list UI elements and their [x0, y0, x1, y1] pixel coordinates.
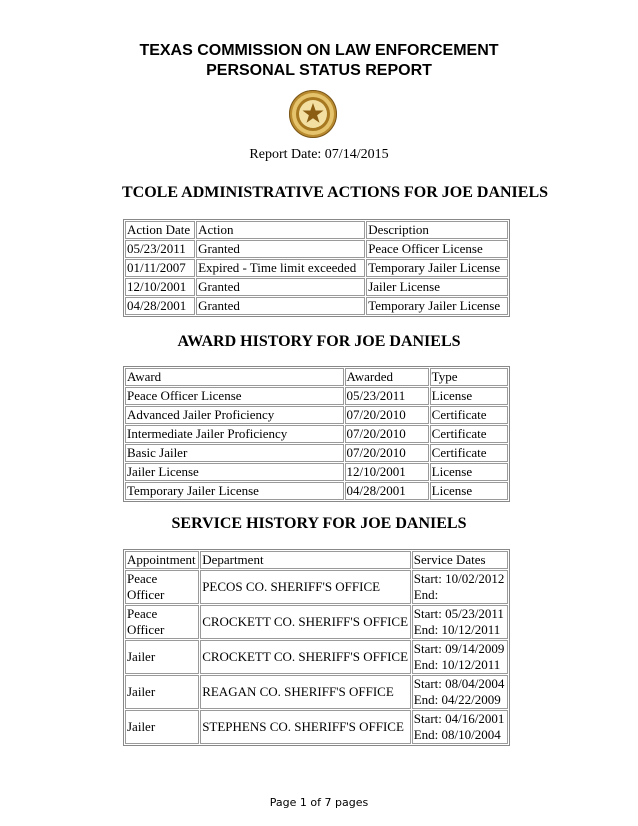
- type-cell: License: [430, 463, 508, 481]
- award-cell: Basic Jailer: [125, 444, 344, 462]
- department-cell: CROCKETT CO. SHERIFF'S OFFICE: [200, 605, 411, 639]
- department-cell: PECOS CO. SHERIFF'S OFFICE: [200, 570, 411, 604]
- service-dates-cell: [412, 570, 508, 604]
- type-cell: Certificate: [430, 406, 508, 424]
- awarded-cell: 12/10/2001: [345, 463, 429, 481]
- end-date: End: 04/22/2009: [413, 692, 501, 707]
- report-title: TEXAS COMMISSION ON LAW ENFORCEMENT: [139, 42, 499, 59]
- award-cell: Intermediate Jailer Proficiency: [125, 425, 344, 443]
- start-date: Start: 08/04/2004: [413, 676, 505, 691]
- tcole-seal-icon: [288, 89, 338, 139]
- table-header-row: [125, 551, 508, 569]
- report-subtitle: PERSONAL STATUS REPORT: [206, 62, 432, 79]
- column-header: Service Dates: [412, 551, 508, 569]
- table-row: [125, 297, 508, 315]
- action-cell: Granted: [196, 278, 365, 296]
- description-cell: Temporary Jailer License: [366, 259, 508, 277]
- appointment-cell: Jailer: [125, 710, 199, 744]
- end-date: End: 08/10/2004: [413, 727, 501, 742]
- service-history-heading: SERVICE HISTORY FOR JOE DANIELS: [171, 515, 467, 532]
- appointment-cell: Peace Officer: [125, 570, 199, 604]
- awarded-cell: 05/23/2011: [345, 387, 429, 405]
- award-history-table: [123, 366, 510, 502]
- appointment-cell: Jailer: [125, 640, 199, 674]
- table-row: [125, 570, 508, 604]
- table-row: [125, 605, 508, 639]
- start-date: Start: 04/16/2001: [413, 711, 505, 726]
- appointment-cell: Peace Officer: [125, 605, 199, 639]
- table-row: [125, 463, 508, 481]
- awarded-cell: 07/20/2010: [345, 406, 429, 424]
- action-date-cell: 12/10/2001: [125, 278, 195, 296]
- column-header: Action Date: [125, 221, 195, 239]
- end-date: End: 10/12/2011: [413, 622, 501, 637]
- column-header: Description: [366, 221, 508, 239]
- action-date-cell: 05/23/2011: [125, 240, 195, 258]
- service-dates-cell: [412, 675, 508, 709]
- action-cell: Granted: [196, 240, 365, 258]
- column-header: Type: [430, 368, 508, 386]
- description-cell: Temporary Jailer License: [366, 297, 508, 315]
- table-row: [125, 406, 508, 424]
- start-date: Start: 09/14/2009: [413, 641, 505, 656]
- page-number: Page 1 of 7 pages: [269, 796, 369, 809]
- service-dates-cell: [412, 605, 508, 639]
- table-row: [125, 675, 508, 709]
- column-header: Action: [196, 221, 365, 239]
- type-cell: Certificate: [430, 444, 508, 462]
- column-header: Awarded: [345, 368, 429, 386]
- action-cell: Expired - Time limit exceeded: [196, 259, 365, 277]
- department-cell: CROCKETT CO. SHERIFF'S OFFICE: [200, 640, 411, 674]
- column-header: Appointment: [125, 551, 199, 569]
- column-header: Award: [125, 368, 344, 386]
- award-cell: Jailer License: [125, 463, 344, 481]
- admin-actions-heading: TCOLE ADMINISTRATIVE ACTIONS FOR JOE DANIELS: [122, 184, 549, 201]
- table-row: [125, 259, 508, 277]
- award-cell: Advanced Jailer Proficiency: [125, 406, 344, 424]
- table-header-row: [125, 368, 508, 386]
- action-date-cell: 01/11/2007: [125, 259, 195, 277]
- department-cell: STEPHENS CO. SHERIFF'S OFFICE: [200, 710, 411, 744]
- award-history-heading: AWARD HISTORY FOR JOE DANIELS: [177, 333, 461, 350]
- service-dates-cell: [412, 710, 508, 744]
- action-cell: Granted: [196, 297, 365, 315]
- end-date: End: 10/12/2011: [413, 657, 501, 672]
- start-date: Start: 05/23/2011: [413, 606, 504, 621]
- awarded-cell: 07/20/2010: [345, 425, 429, 443]
- table-row: [125, 240, 508, 258]
- table-row: [125, 278, 508, 296]
- type-cell: Certificate: [430, 425, 508, 443]
- type-cell: License: [430, 387, 508, 405]
- awarded-cell: 07/20/2010: [345, 444, 429, 462]
- action-date-cell: 04/28/2001: [125, 297, 195, 315]
- service-dates-cell: [412, 640, 508, 674]
- service-history-table: [123, 549, 510, 746]
- appointment-cell: Jailer: [125, 675, 199, 709]
- table-row: [125, 444, 508, 462]
- description-cell: Peace Officer License: [366, 240, 508, 258]
- column-header: Department: [200, 551, 411, 569]
- type-cell: License: [430, 482, 508, 500]
- department-cell: REAGAN CO. SHERIFF'S OFFICE: [200, 675, 411, 709]
- award-cell: Temporary Jailer License: [125, 482, 344, 500]
- description-cell: Jailer License: [366, 278, 508, 296]
- start-date: Start: 10/02/2012: [413, 571, 505, 586]
- table-row: [125, 482, 508, 500]
- award-cell: Peace Officer License: [125, 387, 344, 405]
- table-row: [125, 387, 508, 405]
- table-header-row: [125, 221, 508, 239]
- table-row: [125, 640, 508, 674]
- table-row: [125, 425, 508, 443]
- admin-actions-table: [123, 219, 510, 317]
- end-date: End:: [413, 587, 439, 602]
- report-date: Report Date: 07/14/2015: [249, 147, 389, 162]
- awarded-cell: 04/28/2001: [345, 482, 429, 500]
- table-row: [125, 710, 508, 744]
